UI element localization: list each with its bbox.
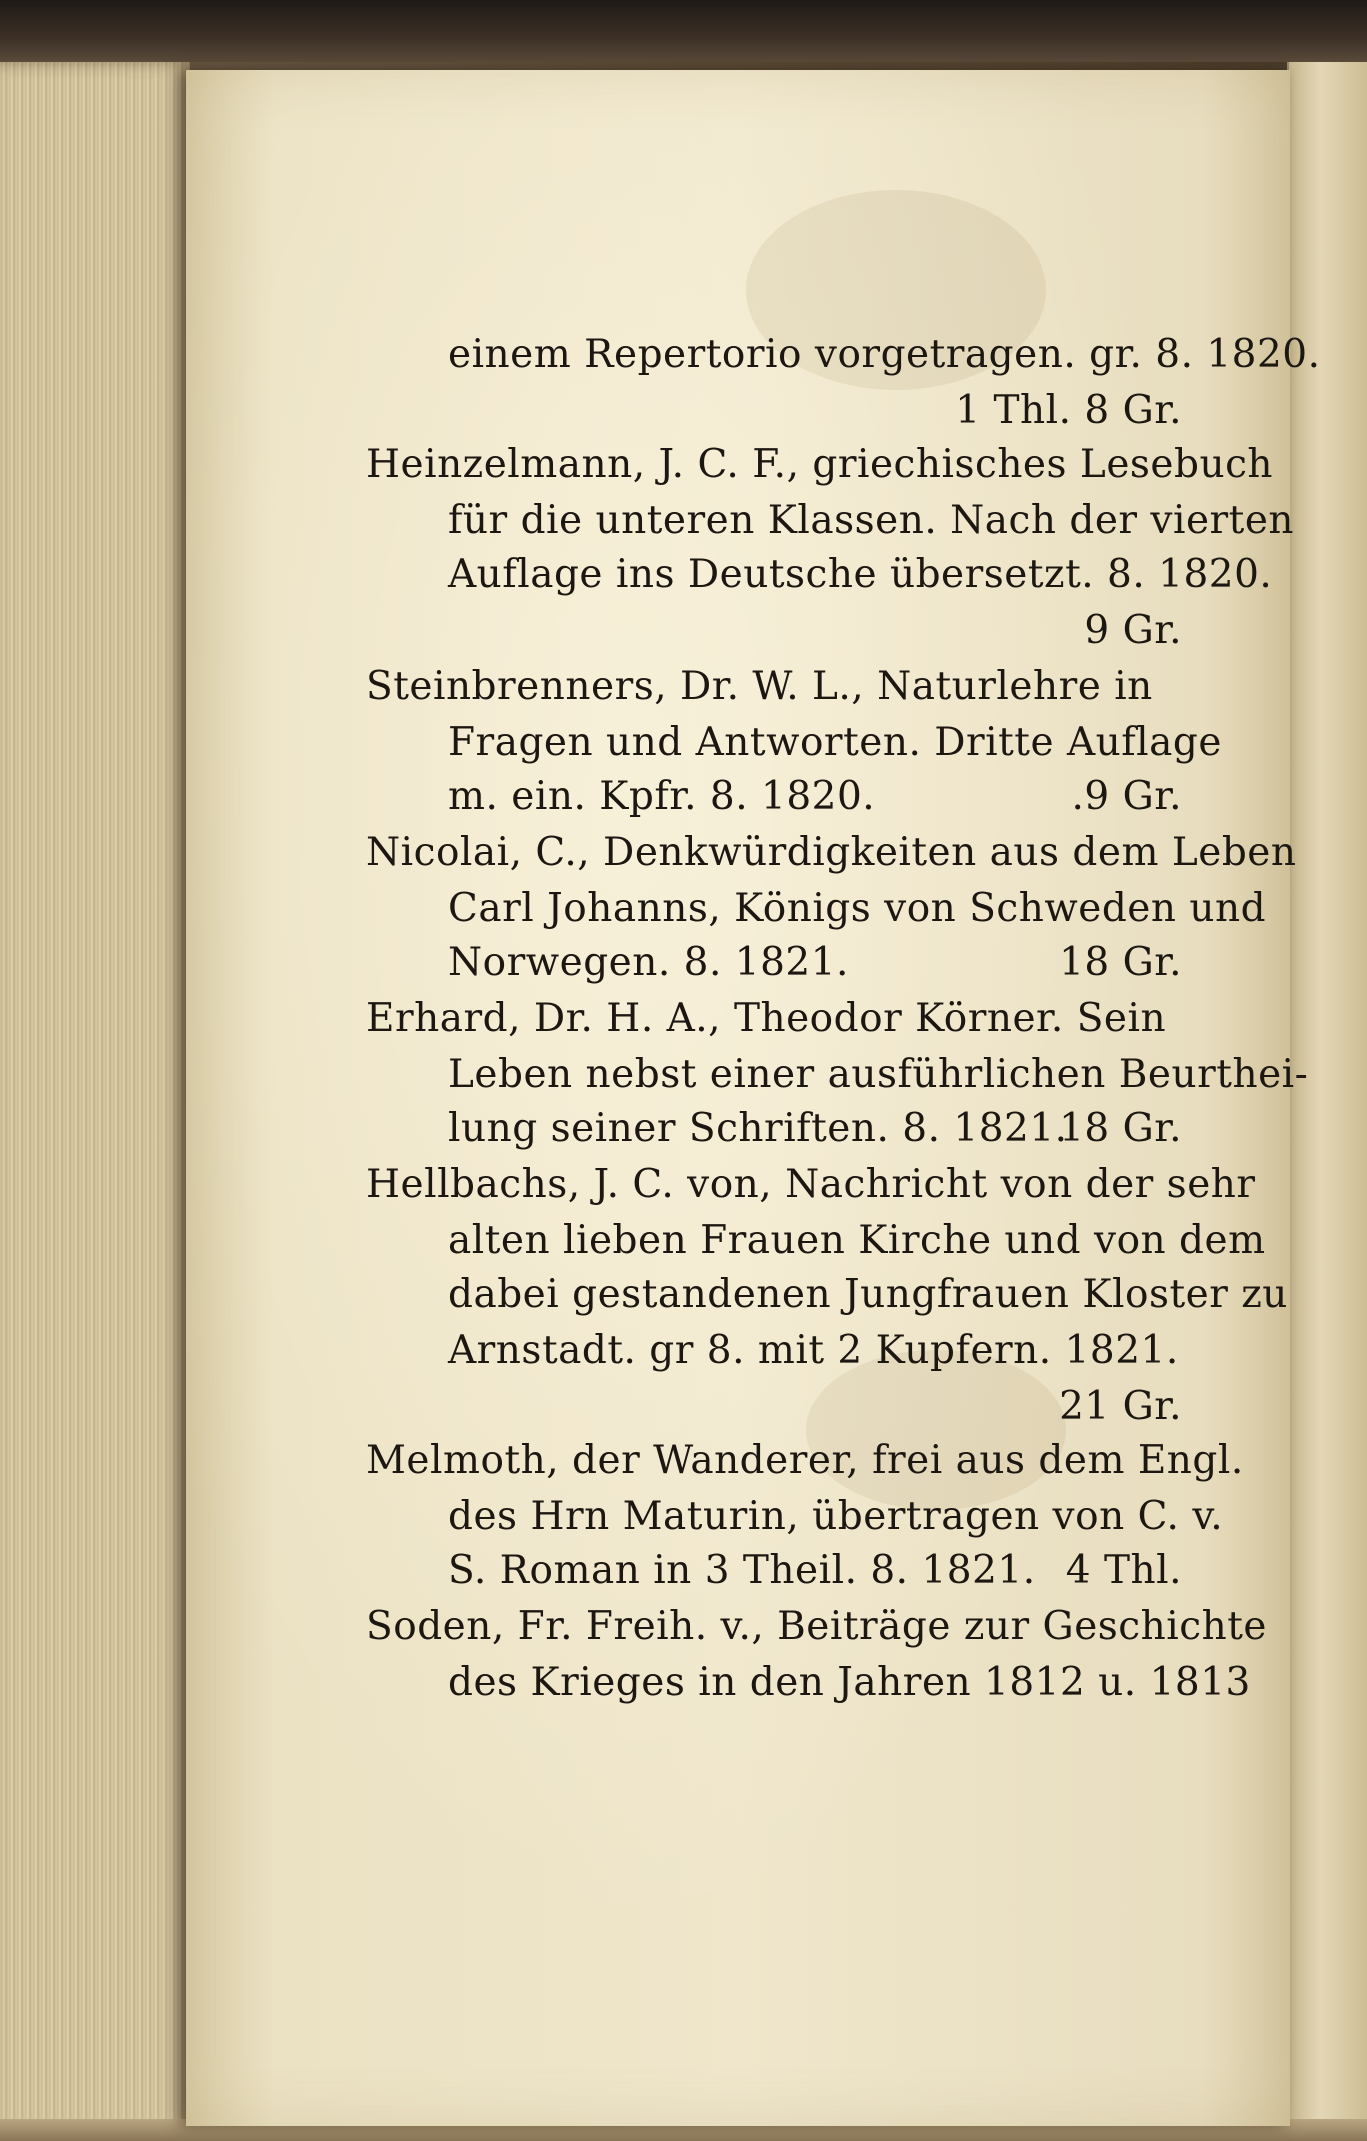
book-cover-top	[0, 0, 1367, 62]
price-line: 9 Gr.	[1084, 608, 1182, 653]
text-line: des Hrn Maturin, übertragen von C. v.	[448, 1494, 1224, 1539]
text-line: m. ein. Kpfr. 8. 1820.	[448, 774, 876, 819]
price-line: .9 Gr.	[1071, 774, 1182, 819]
text-line: des Krieges in den Jahren 1812 u. 1813	[448, 1660, 1251, 1705]
text-line: Arnstadt. gr 8. mit 2 Kupfern. 1821.	[448, 1328, 1179, 1373]
price-line: 4 Thl.	[1065, 1548, 1182, 1593]
entry-line: Erhard, Dr. H. A., Theodor Körner. Sein	[366, 996, 1167, 1041]
entry-line: Melmoth, der Wanderer, frei aus dem Engl.	[366, 1438, 1244, 1483]
text-line: Carl Johanns, Königs von Schweden und	[448, 886, 1267, 931]
entry-line: Hellbachs, J. C. von, Nachricht von der sehr	[366, 1162, 1256, 1207]
text-line: Norwegen. 8. 1821.	[448, 940, 849, 985]
book-page	[186, 70, 1321, 2126]
price-line: 21 Gr.	[1059, 1384, 1182, 1429]
price-line: 18 Gr.	[1059, 1106, 1182, 1151]
text-line: alten lieben Frauen Kirche und von dem	[448, 1218, 1266, 1263]
entry-line: Steinbrenners, Dr. W. L., Naturlehre in	[366, 664, 1153, 709]
page-stack-edges	[0, 62, 190, 2141]
text-line: lung seiner Schriften. 8. 1821.	[448, 1106, 1068, 1151]
text-line: dabei gestandenen Jungfrauen Kloster zu	[448, 1272, 1288, 1317]
text-line: Fragen und Antworten. Dritte Auflage	[448, 720, 1222, 765]
price-line: 18 Gr.	[1059, 940, 1182, 985]
text-line: Auflage ins Deutsche übersetzt. 8. 1820.	[448, 552, 1273, 597]
price-line: 1 Thl. 8 Gr.	[955, 388, 1182, 433]
entry-line: Heinzelmann, J. C. F., griechisches Lesebuch	[366, 442, 1274, 487]
text-line: S. Roman in 3 Theil. 8. 1821.	[448, 1548, 1036, 1593]
page-text-block	[186, 70, 1321, 2126]
text-line: einem Repertorio vorgetragen. gr. 8. 1820.	[448, 332, 1321, 377]
entry-line: Nicolai, C., Denkwürdigkeiten aus dem Leben	[366, 830, 1297, 875]
text-line: für die unteren Klassen. Nach der vierten	[448, 498, 1295, 543]
text-line: Leben nebst einer ausführlichen Beurthei-	[448, 1052, 1309, 1097]
entry-line: Soden, Fr. Freih. v., Beiträge zur Geschichte	[366, 1604, 1267, 1649]
